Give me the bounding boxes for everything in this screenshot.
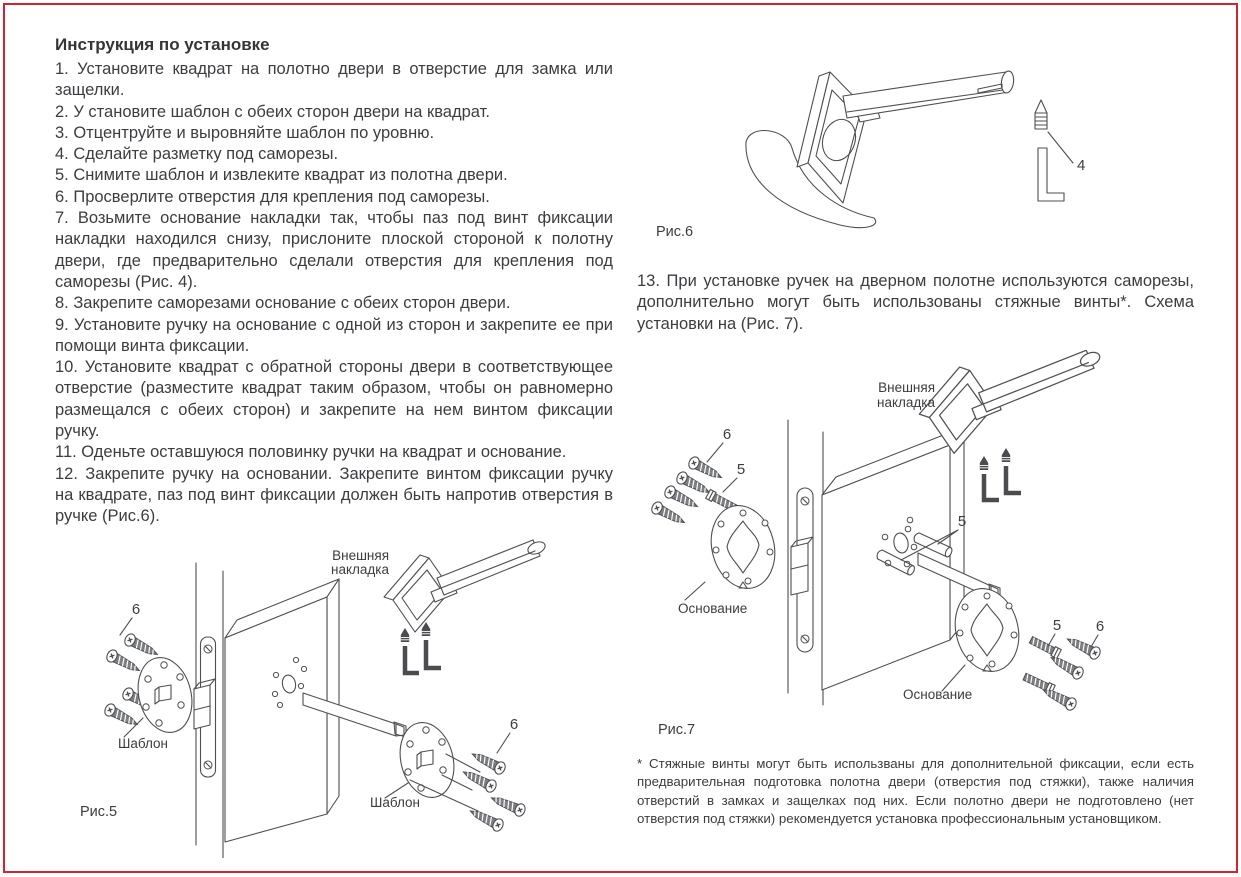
instruction-step-12: 12. Закрепите ручку на основании. Закрепите винтом фиксации ручку на квадрате, паз под винт фиксации должен быть напротив отверстия в ручке (Рис.6).: [55, 464, 613, 526]
door-edge: [788, 420, 823, 705]
screws-left-callout: 6: [722, 426, 732, 443]
cover-label-line1: Внешняя: [878, 380, 935, 395]
instruction-step-6: 6. Просверлите отверстия для крепления под саморезы.: [55, 187, 490, 206]
fig7-caption: Рис.7: [658, 722, 696, 738]
instruction-step-3: 3. Отцентруйте и выровняйте шаблон по уровню.: [55, 123, 435, 142]
fig7-diagram: [635, 350, 1210, 745]
template-left-label: Шаблон: [118, 736, 168, 751]
cover-label-line2: накладка: [877, 395, 935, 410]
cover-label-line1: Внешняя: [332, 548, 389, 563]
bolts-right-callout: 5: [1052, 617, 1062, 634]
instruction-step-8: 8. Закрепите саморезами основание с обеих сторон двери.: [55, 294, 511, 313]
rods-callout: 5: [957, 513, 967, 530]
instruction-step-5: 5. Снимите шаблон и извлеките квадрат из полотна двери.: [55, 166, 508, 185]
callout-leader-5-right: [1048, 634, 1055, 646]
callout-leader-6-right: [1091, 635, 1098, 647]
callout-leader-5-left: [723, 478, 737, 492]
fig5-caption: Рис.5: [80, 804, 118, 820]
callout-leader-6-left: [120, 618, 132, 635]
page-title: Инструкция по установке: [55, 35, 270, 54]
handle-lever: [843, 70, 1015, 122]
instruction-step-2: 2. У становите шаблон с обеих сторон двери на квадрат.: [55, 102, 490, 121]
template-left: [131, 652, 200, 738]
bolt-left-callout: 5: [736, 461, 746, 478]
callout-leader-6-right: [497, 733, 510, 753]
base-left: [703, 499, 783, 596]
door-edge: [194, 563, 223, 858]
set-screw-icon: [1035, 100, 1047, 129]
fig5-diagram: [48, 528, 618, 858]
instruction-step-13: 13. При установке ручек на дверном полотне используются саморезы, дополнительно могут быть использованы стяжные винты*. Схема установки на (Рис. 7).: [637, 272, 1194, 333]
hex-keys-group: [980, 448, 1021, 500]
cover-label-line2: накладка: [331, 562, 389, 577]
setscrew-callout: 4: [1077, 157, 1086, 174]
handle-assembly: [919, 350, 1101, 453]
instruction-step-4: 4. Сделайте разметку под саморезы.: [55, 145, 339, 164]
screws-right-group: [460, 748, 526, 833]
door-panel: [822, 427, 967, 690]
screws-left-callout: 6: [131, 601, 141, 618]
instruction-step-10: 10. Установите квадрат с обратной стороны двери в соответствующее отверстие (разместите квадрат таким образом, чтобы он равномерно размещался с обеих сторон) и закрепите на нем винтом фиксации ручку.: [55, 358, 613, 441]
instruction-step-7: 7. Возьмите основание накладки так, чтобы паз под винт фиксации накладки находился снизу, прислоните плоской стороной к полотну двери, где предварительно сделали отверстия для крепления под саморезы (Рис. 4).: [55, 209, 613, 291]
handle-assembly: [384, 540, 547, 632]
screws-right-callout: 6: [1095, 618, 1105, 635]
screws-right-group: [1022, 633, 1102, 712]
instruction-step-1: 1. Установите квадрат на полотно двери в отверстие для замка или защелки.: [55, 60, 613, 100]
callout-leader-4: [1048, 132, 1073, 163]
screws-right-callout: 6: [509, 716, 519, 733]
hex-keys-group: [401, 622, 441, 673]
callout-leader-6-left: [707, 443, 723, 462]
instruction-step-11: 11. Оденьте оставшуюся половинку ручки на квадрат и основание.: [55, 443, 567, 462]
hex-key-icon: [1038, 148, 1064, 201]
base-left-leader: [685, 582, 705, 600]
footnote-text: * Стяжные винты могут быть использваны для дополнительной фиксации, если есть предварительная подготовка полотна двери (отверстия под стяжки), также наличия отверстий в замках и защелках под них. Если полотно двери не подготовлено (нет отверстия под стяжки) рекомендуется установка профессиональным установщиком.: [637, 756, 1194, 826]
base-right-label: Основание: [903, 687, 973, 702]
template-right-label: Шаблон: [370, 795, 420, 810]
fig6-diagram: [640, 12, 1200, 244]
fig6-caption: Рис.6: [656, 224, 694, 240]
instructions-column: [55, 34, 613, 528]
instruction-step-9: 9. Установите ручку на основание с одной из сторон и закрепите ее при помощи винта фиксации.: [55, 315, 613, 355]
base-left-label: Основание: [678, 601, 748, 616]
